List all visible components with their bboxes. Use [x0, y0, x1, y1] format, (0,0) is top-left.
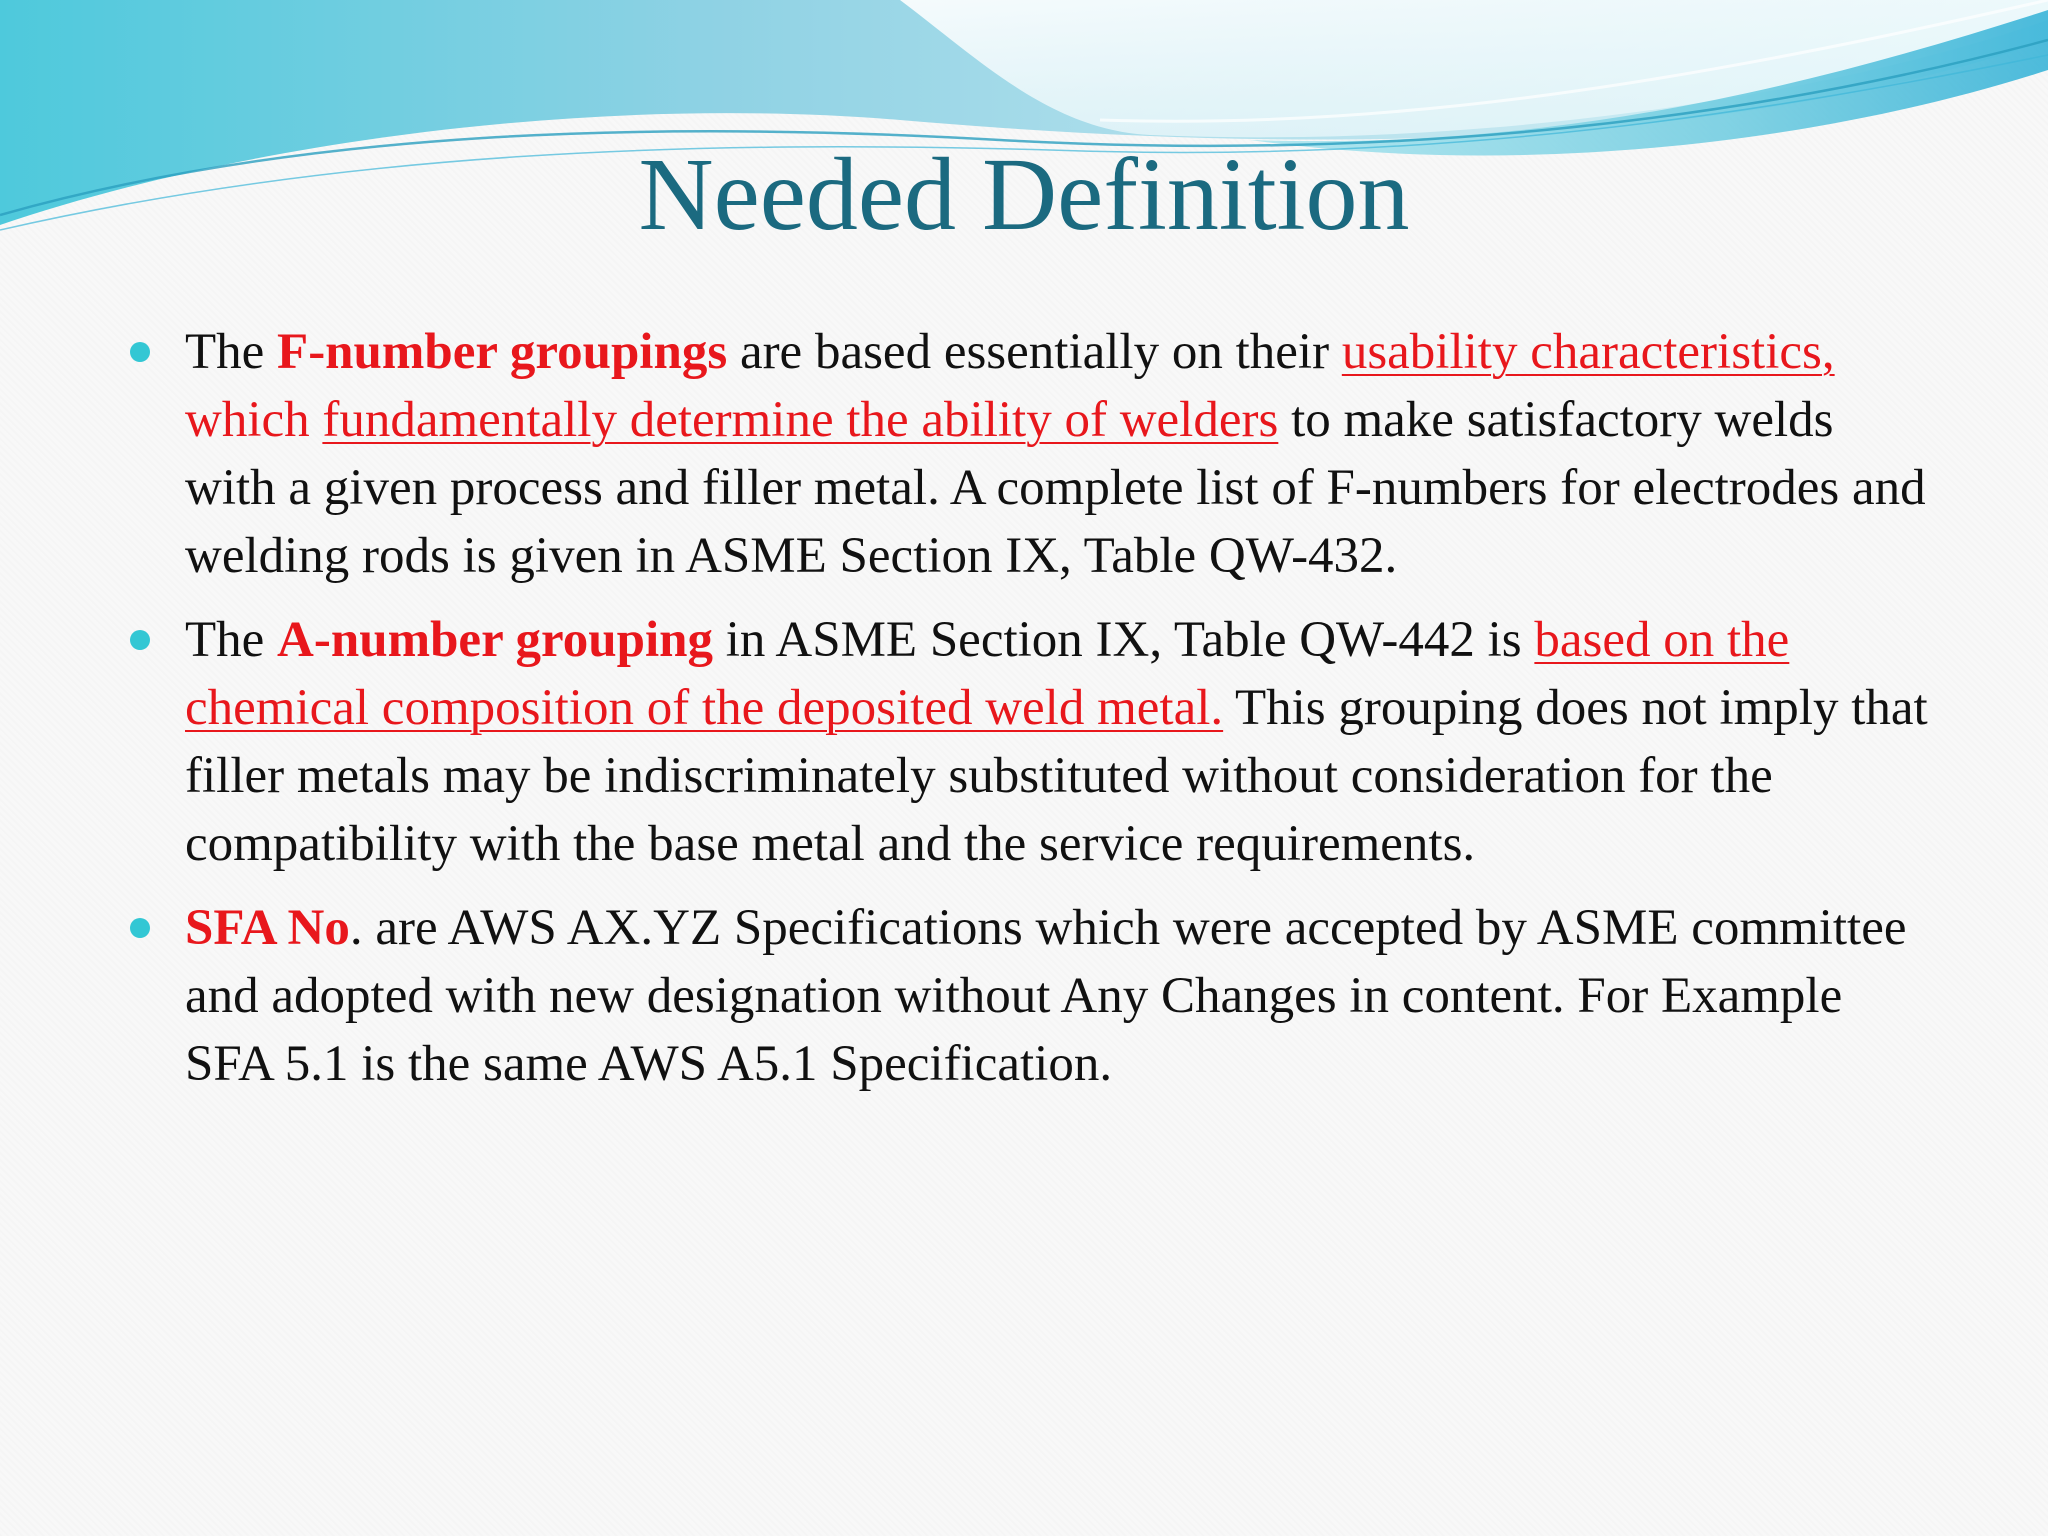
- bullet-dot-icon: [130, 342, 150, 362]
- bullet-list: [130, 318, 1930, 1114]
- highlight-term: SFA No: [185, 900, 350, 956]
- bullet-item-sfa-no: [130, 894, 1930, 1098]
- bullet-text: The: [185, 324, 278, 380]
- underlined-phrase: based on the chemical composition of the deposited weld metal.: [185, 612, 1790, 736]
- bullet-dot-icon: [130, 918, 150, 938]
- slide-title: Needed Definition: [638, 137, 1410, 252]
- highlight-term: F-number groupings: [277, 324, 728, 380]
- bullet-text: This grouping does not imply that filler metals may be indiscriminately substituted without consideration for the compatibility with the base metal and the service requirements.: [185, 680, 1928, 872]
- bullet-text: The: [185, 612, 278, 668]
- bullet-dot-icon: [130, 630, 150, 650]
- bullet-text: in ASME Section IX, Table QW-442 is: [713, 612, 1535, 668]
- bullet-item-f-number: [130, 318, 1930, 590]
- red-text: which: [185, 392, 323, 448]
- bullet-text: . are AWS AX.YZ Specifications which were accepted by ASME committee and adopted with new designation without Any Changes in content. For Example SFA 5.1 is the same AWS A5.1 Specification.: [185, 900, 1907, 1092]
- bullet-item-a-number: [130, 606, 1930, 878]
- highlight-term: A-number grouping: [277, 612, 714, 668]
- underlined-phrase: usability characteristics,: [1341, 324, 1835, 380]
- bullet-text: are based essentially on their: [727, 324, 1342, 380]
- bullet-text: to make satisfactory welds with a given process and filler metal. A complete list of F-numbers for electrodes and welding rods is given in ASME Section IX, Table QW-432.: [185, 392, 1926, 584]
- underlined-phrase: fundamentally determine the ability of welders: [322, 392, 1279, 448]
